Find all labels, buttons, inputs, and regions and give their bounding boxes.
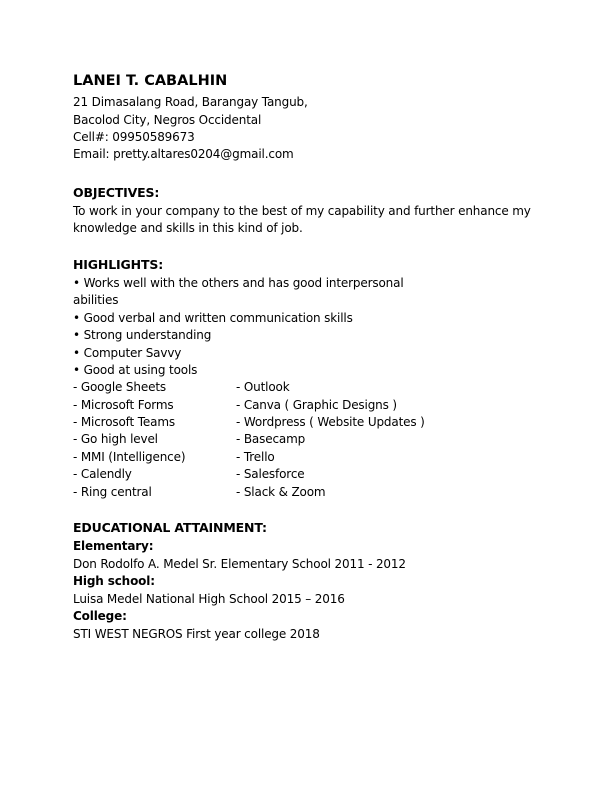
tool-item: - Go high level	[73, 432, 158, 446]
tool-item: - Basecamp	[236, 432, 306, 446]
elementary-school: Don Rodolfo A. Medel Sr. Elementary School 2011 - 2012	[73, 557, 406, 571]
tool-item: - Canva ( Graphic Designs )	[236, 398, 397, 412]
tool-item: - Wordpress ( Website Updates )	[236, 415, 425, 429]
applicant-name: LANEI T. CABALHIN	[73, 73, 228, 89]
address-line-1: 21 Dimasalang Road, Barangay Tangub,	[73, 95, 308, 109]
tool-item: - Outlook	[236, 380, 290, 394]
tool-item: - MMI (Intelligence)	[73, 450, 186, 464]
elementary-label: Elementary:	[73, 539, 154, 553]
tool-item: - Slack & Zoom	[236, 485, 326, 499]
highlight-bullet: • Good verbal and written communication skills	[73, 311, 353, 325]
tool-item: - Salesforce	[236, 467, 305, 481]
highlight-bullet: • Strong understanding	[73, 328, 212, 342]
education-heading: EDUCATIONAL ATTAINMENT:	[73, 520, 267, 535]
address-line-2: Bacolod City, Negros Occidental	[73, 113, 262, 127]
email-address: Email: pretty.altares0204@gmail.com	[73, 147, 294, 161]
highlight-bullet: • Works well with the others and has good interpersonal	[73, 276, 404, 290]
tool-item: - Ring central	[73, 485, 152, 499]
highlight-bullet: • Good at using tools	[73, 363, 198, 377]
cell-number: Cell#: 09950589673	[73, 130, 195, 144]
highlight-bullet: • Computer Savvy	[73, 346, 182, 360]
tool-item: - Microsoft Forms	[73, 398, 174, 412]
highschool-school: Luisa Medel National High School 2015 – 2016	[73, 592, 345, 606]
highschool-label: High school:	[73, 574, 155, 588]
college-school: STI WEST NEGROS First year college 2018	[73, 627, 320, 641]
college-label: College:	[73, 609, 127, 623]
tool-item: - Microsoft Teams	[73, 415, 175, 429]
highlights-heading: HIGHLIGHTS:	[73, 257, 164, 272]
objectives-line-1: To work in your company to the best of my capability and further enhance my	[73, 204, 531, 218]
tool-item: - Google Sheets	[73, 380, 166, 394]
highlight-bullet: abilities	[73, 293, 119, 307]
objectives-line-2: knowledge and skills in this kind of job.	[73, 221, 303, 235]
tool-item: - Trello	[236, 450, 275, 464]
objectives-heading: OBJECTIVES:	[73, 185, 160, 200]
tool-item: - Calendly	[73, 467, 132, 481]
